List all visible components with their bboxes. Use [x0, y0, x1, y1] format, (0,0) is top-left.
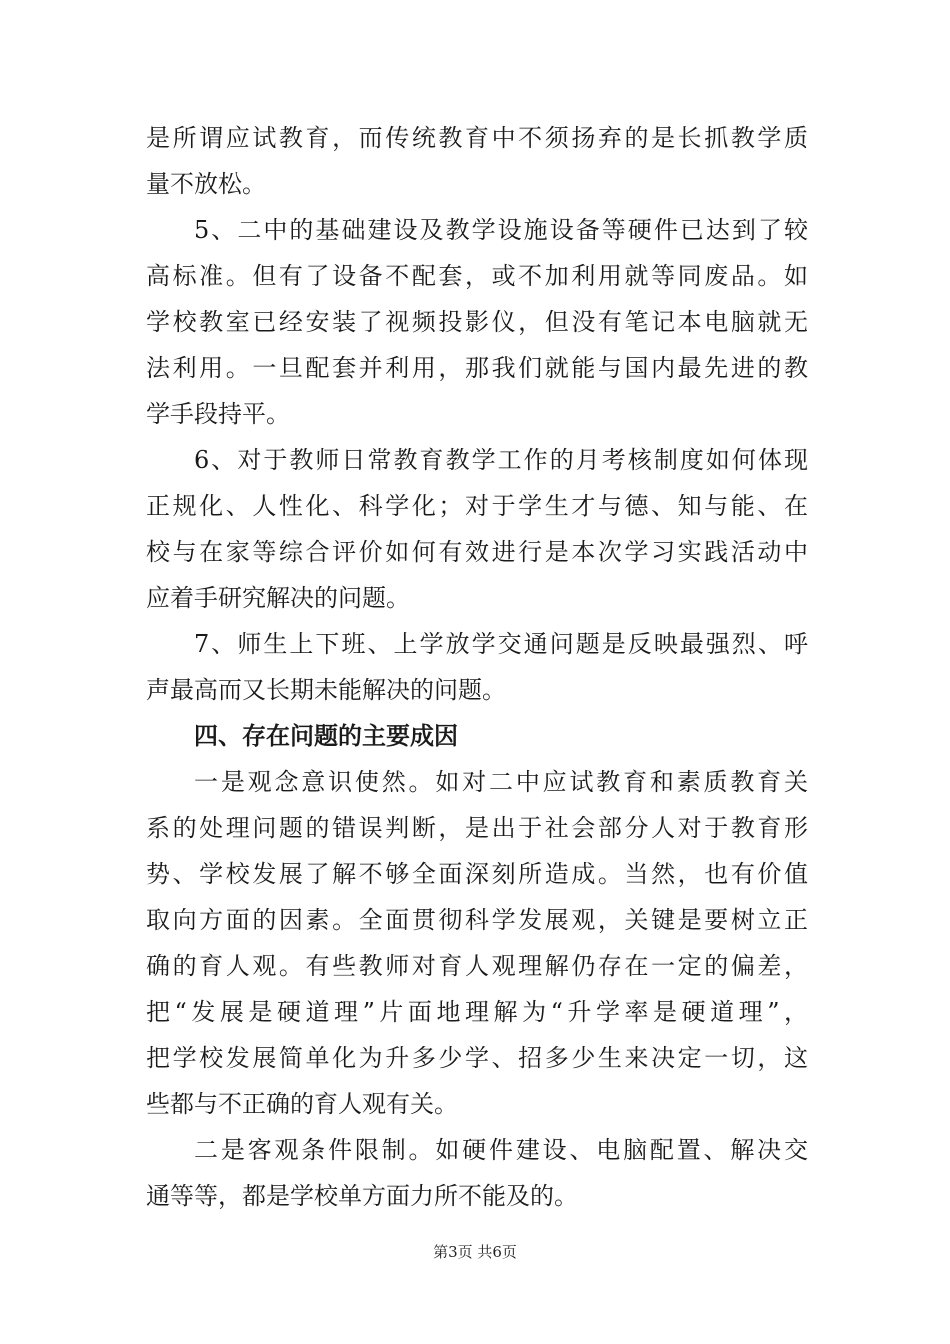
paragraph-first-line: 7、师生上下班、上学放学交通问题是反映最强烈、呼: [194, 630, 808, 658]
paragraph-first-line: 5、二中的基础建设及教学设施设备等硬件已达到了较: [194, 216, 808, 244]
paragraph-line: 声最高而又长期未能解决的问题。: [146, 676, 506, 704]
page-footer: 第3页 共6页: [433, 1243, 517, 1261]
paragraph-line: 学手段持平。: [146, 400, 290, 428]
paragraph-line: 把学校发展简单化为升多少学、招多少生来决定一切，这: [146, 1044, 808, 1072]
paragraph-line: 法利用。一旦配套并利用，那我们就能与国内最先进的教: [146, 354, 808, 382]
paragraph-line: 把“发展是硬道理”片面地理解为“升学率是硬道理”，: [146, 998, 808, 1026]
paragraph-line: 势、学校发展了解不够全面深刻所造成。当然，也有价值: [146, 860, 808, 888]
paragraph-line: 取向方面的因素。全面贯彻科学发展观，关键是要树立正: [146, 906, 808, 934]
document-body: [146, 115, 808, 1219]
paragraph-line: 学校教室已经安装了视频投影仪，但没有笔记本电脑就无: [146, 308, 808, 336]
paragraph-line: 系的处理问题的错误判断，是出于社会部分人对于教育形: [146, 814, 808, 842]
paragraph-line: 确的育人观。有些教师对育人观理解仍存在一定的偏差，: [146, 952, 808, 980]
paragraph-line: 正规化、人性化、科学化；对于学生才与德、知与能、在: [146, 492, 808, 520]
paragraph-first-line: 6、对于教师日常教育教学工作的月考核制度如何体现: [194, 446, 808, 474]
paragraph-line: 校与在家等综合评价如何有效进行是本次学习实践活动中: [146, 538, 808, 566]
paragraph-first-line: 二是客观条件限制。如硬件建设、电脑配置、解决交: [194, 1136, 808, 1164]
paragraph-line: 是所谓应试教育，而传统教育中不须扬弃的是长抓教学质: [146, 124, 808, 152]
section-heading: 四、存在问题的主要成因: [194, 722, 458, 750]
paragraph-line: 应着手研究解决的问题。: [146, 584, 410, 612]
paragraph-line: 量不放松。: [146, 170, 266, 198]
paragraph-line: 通等等，都是学校单方面力所不能及的。: [146, 1182, 578, 1210]
paragraph-line: 高标准。但有了设备不配套，或不加利用就等同废品。如: [146, 262, 808, 290]
paragraph-first-line: 一是观念意识使然。如对二中应试教育和素质教育关: [194, 768, 808, 796]
paragraph-line: 些都与不正确的育人观有关。: [146, 1090, 458, 1118]
